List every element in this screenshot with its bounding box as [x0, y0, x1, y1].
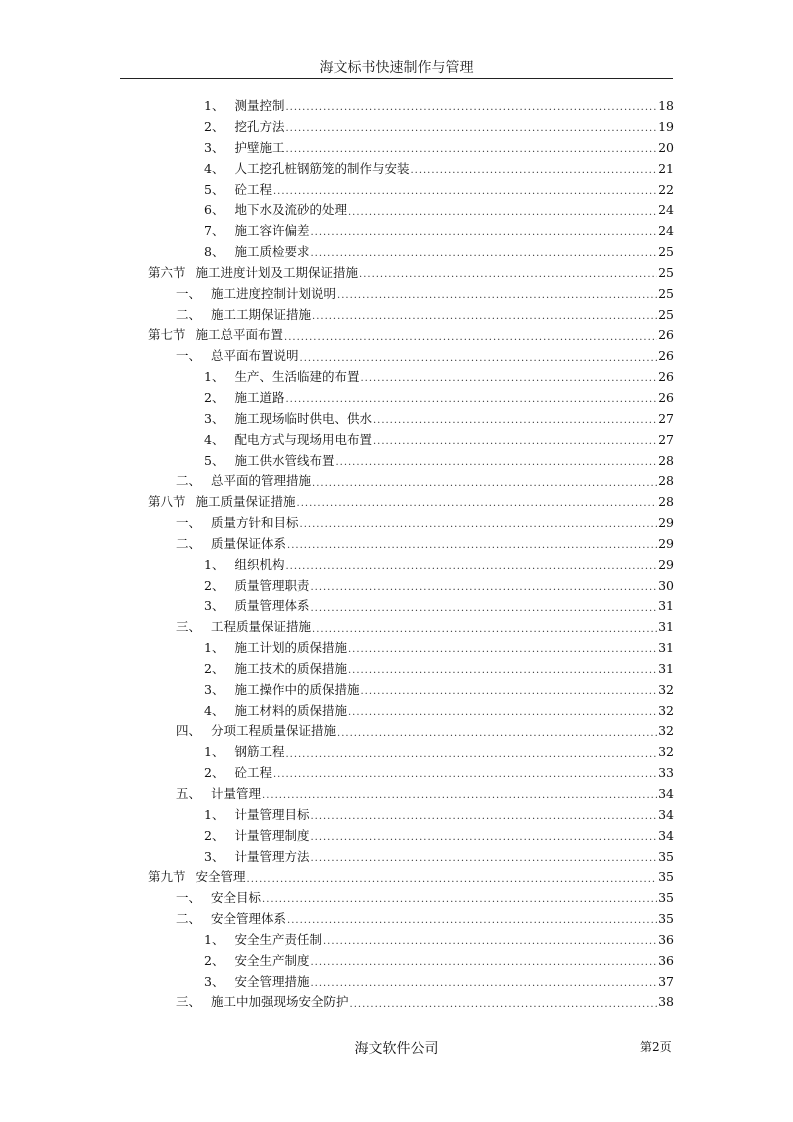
- toc-leader-dots: [310, 958, 657, 968]
- toc-leader-dots: [348, 708, 657, 718]
- toc-entry[interactable]: [148, 284, 674, 305]
- toc-entry-number: 第八节: [148, 494, 186, 510]
- toc-entry-number: 2、: [204, 827, 225, 843]
- toc-entry[interactable]: [148, 159, 674, 180]
- toc-entry[interactable]: [148, 763, 674, 784]
- toc-entry[interactable]: [148, 96, 674, 117]
- toc-entry-page: 26: [658, 389, 674, 405]
- toc-entry-number: 3、: [204, 681, 225, 697]
- toc-entry-page: 35: [658, 890, 674, 906]
- toc-entry-title: 质量方针和目标: [211, 515, 299, 531]
- toc-entry-number: 第六节: [148, 264, 186, 280]
- toc-entry-title: 施工容许偏差: [234, 223, 310, 239]
- toc-entry[interactable]: [148, 242, 674, 263]
- toc-entry-title: 施工质量保证措施: [195, 494, 296, 510]
- toc-entry[interactable]: [148, 951, 674, 972]
- toc-entry-title: 安全管理措施: [234, 973, 310, 989]
- toc-entry-number: 1、: [204, 744, 225, 760]
- toc-leader-dots: [312, 479, 657, 489]
- toc-entry-number: 1、: [204, 931, 225, 947]
- toc-leader-dots: [287, 541, 657, 551]
- toc-entry-page: 29: [658, 535, 674, 551]
- toc-entry[interactable]: [148, 304, 674, 325]
- toc-entry[interactable]: [148, 930, 674, 951]
- toc-entry-title: 测量控制: [234, 98, 285, 114]
- toc-entry-page: 28: [658, 452, 674, 468]
- toc-entry-title: 安全生产制度: [234, 952, 310, 968]
- toc-entry-number: 2、: [204, 577, 225, 593]
- toc-leader-dots: [348, 666, 657, 676]
- toc-leader-dots: [335, 458, 657, 468]
- toc-entry-number: 第九节: [148, 869, 186, 885]
- toc-entry-page: 35: [658, 869, 674, 885]
- toc-leader-dots: [310, 833, 657, 843]
- toc-entry-page: 32: [658, 702, 674, 718]
- toc-entry-title: 安全管理: [195, 869, 246, 885]
- toc-entry[interactable]: [148, 388, 674, 409]
- toc-entry-number: 第七节: [148, 327, 186, 343]
- toc-entry-page: 29: [658, 556, 674, 572]
- toc-entry-page: 31: [658, 619, 674, 635]
- toc-entry[interactable]: [148, 638, 674, 659]
- toc-entry-page: 32: [658, 744, 674, 760]
- toc-entry-title: 生产、生活临建的布置: [234, 369, 360, 385]
- toc-entry-number: 3、: [204, 139, 225, 155]
- toc-entry[interactable]: [148, 826, 674, 847]
- toc-entry-number: 2、: [204, 389, 225, 405]
- toc-entry-number: 8、: [204, 244, 225, 260]
- toc-entry-number: 二、: [176, 535, 202, 551]
- toc-entry-page: 35: [658, 911, 674, 927]
- toc-entry-title: 计量管理目标: [234, 806, 310, 822]
- toc-entry-page: 21: [658, 160, 674, 176]
- toc-leader-dots: [337, 291, 657, 301]
- toc-leader-dots: [262, 791, 657, 801]
- toc-entry-page: 20: [658, 139, 674, 155]
- toc-entry[interactable]: [148, 721, 674, 742]
- toc-leader-dots: [285, 395, 657, 405]
- toc-entry-number: 四、: [176, 723, 202, 739]
- toc-entry-page: 22: [658, 181, 674, 197]
- toc-entry[interactable]: [148, 534, 674, 555]
- toc-entry-title: 安全生产责任制: [234, 931, 322, 947]
- toc-entry-title: 施工总平面布置: [195, 327, 284, 343]
- toc-entry-title: 施工现场临时供电、供水: [234, 410, 372, 426]
- toc-entry-number: 7、: [204, 223, 225, 239]
- toc-entry-title: 组织机构: [234, 556, 285, 572]
- toc-leader-dots: [310, 604, 657, 614]
- toc-leader-dots: [273, 770, 657, 780]
- toc-entry-page: 31: [658, 660, 674, 676]
- toc-entry-page: 26: [658, 327, 674, 343]
- toc-entry-title: 安全管理体系: [211, 911, 287, 927]
- toc-entry-page: 31: [658, 640, 674, 656]
- toc-entry[interactable]: [148, 971, 674, 992]
- toc-entry-number: 2、: [204, 765, 225, 781]
- toc-entry-page: 35: [658, 848, 674, 864]
- toc-entry-title: 施工供水管线布置: [234, 452, 335, 468]
- toc-entry[interactable]: [148, 513, 674, 534]
- table-of-contents: [148, 96, 674, 1013]
- toc-leader-dots: [310, 854, 657, 864]
- toc-entry-title: 施工中加强现场安全防护: [211, 994, 349, 1010]
- toc-entry[interactable]: [148, 992, 674, 1013]
- toc-entry[interactable]: [148, 700, 674, 721]
- toc-entry-number: 3、: [204, 598, 225, 614]
- footer-page-number: 第2页: [640, 1040, 672, 1054]
- toc-leader-dots: [310, 228, 657, 238]
- toc-leader-dots: [285, 750, 657, 760]
- toc-leader-dots: [310, 249, 657, 259]
- toc-entry-number: 三、: [176, 994, 202, 1010]
- toc-entry-page: 25: [658, 306, 674, 322]
- toc-entry-page: 18: [658, 98, 674, 114]
- toc-entry[interactable]: [148, 659, 674, 680]
- toc-entry-title: 工程质量保证措施: [211, 619, 312, 635]
- toc-entry-title: 护壁施工: [234, 139, 285, 155]
- toc-entry-page: 27: [658, 410, 674, 426]
- toc-leader-dots: [359, 270, 657, 280]
- toc-entry[interactable]: [148, 117, 674, 138]
- toc-entry-title: 施工技术的质保措施: [234, 660, 347, 676]
- toc-entry-page: 27: [658, 431, 674, 447]
- toc-entry-title: 安全目标: [211, 890, 262, 906]
- toc-entry[interactable]: [148, 325, 674, 346]
- toc-entry-title: 施工进度计划及工期保证措施: [195, 264, 359, 280]
- toc-entry-page: 25: [658, 285, 674, 301]
- toc-entry-title: 施工计划的质保措施: [234, 640, 347, 656]
- toc-entry-number: 二、: [176, 911, 202, 927]
- toc-entry-title: 总平面布置说明: [211, 348, 299, 364]
- toc-entry-number: 4、: [204, 160, 225, 176]
- toc-entry[interactable]: [148, 492, 674, 513]
- toc-entry-page: 25: [658, 264, 674, 280]
- toc-leader-dots: [310, 583, 657, 593]
- toc-entry-title: 施工进度控制计划说明: [211, 285, 337, 301]
- toc-entry-number: 2、: [204, 660, 225, 676]
- header-divider: [120, 78, 673, 79]
- toc-entry-page: 29: [658, 515, 674, 531]
- toc-entry[interactable]: [148, 450, 674, 471]
- toc-entry-number: 五、: [176, 786, 202, 802]
- toc-leader-dots: [285, 145, 657, 155]
- toc-entry[interactable]: [148, 221, 674, 242]
- toc-entry-number: 1、: [204, 640, 225, 656]
- toc-leader-dots: [287, 916, 657, 926]
- toc-entry[interactable]: [148, 784, 674, 805]
- toc-entry[interactable]: [148, 200, 674, 221]
- toc-entry-page: 33: [658, 765, 674, 781]
- toc-entry-number: 2、: [204, 952, 225, 968]
- toc-entry[interactable]: [148, 575, 674, 596]
- toc-entry[interactable]: [148, 263, 674, 284]
- toc-entry[interactable]: [148, 367, 674, 388]
- toc-entry-page: 25: [658, 244, 674, 260]
- toc-entry-number: 一、: [176, 285, 202, 301]
- toc-entry[interactable]: [148, 805, 674, 826]
- toc-leader-dots: [337, 729, 657, 739]
- toc-entry-title: 施工操作中的质保措施: [234, 681, 360, 697]
- toc-entry-number: 3、: [204, 973, 225, 989]
- toc-entry-page: 36: [658, 952, 674, 968]
- toc-leader-dots: [373, 437, 657, 447]
- toc-entry-page: 28: [658, 494, 674, 510]
- toc-entry-number: 1、: [204, 369, 225, 385]
- toc-entry-title: 计量管理: [211, 786, 262, 802]
- toc-entry-title: 分项工程质量保证措施: [211, 723, 337, 739]
- toc-leader-dots: [312, 312, 657, 322]
- toc-entry[interactable]: [148, 555, 674, 576]
- toc-entry-number: 2、: [204, 119, 225, 135]
- toc-leader-dots: [285, 124, 657, 134]
- toc-entry[interactable]: [148, 680, 674, 701]
- toc-leader-dots: [348, 645, 657, 655]
- toc-entry-title: 施工道路: [234, 389, 285, 405]
- toc-entry[interactable]: [148, 617, 674, 638]
- toc-entry-title: 计量管理制度: [234, 827, 310, 843]
- toc-leader-dots: [285, 562, 657, 572]
- toc-entry[interactable]: [148, 846, 674, 867]
- toc-entry-page: 34: [658, 827, 674, 843]
- toc-entry-number: 4、: [204, 431, 225, 447]
- toc-leader-dots: [273, 187, 657, 197]
- toc-entry-number: 一、: [176, 348, 202, 364]
- toc-leader-dots: [323, 937, 657, 947]
- toc-entry[interactable]: [148, 867, 674, 888]
- toc-entry-title: 计量管理方法: [234, 848, 310, 864]
- toc-entry-number: 一、: [176, 890, 202, 906]
- toc-entry-title: 配电方式与现场用电布置: [234, 431, 372, 447]
- toc-entry-title: 施工工期保证措施: [211, 306, 312, 322]
- toc-leader-dots: [262, 895, 657, 905]
- toc-entry[interactable]: [148, 138, 674, 159]
- toc-entry-number: 1、: [204, 806, 225, 822]
- toc-entry-page: 38: [658, 994, 674, 1010]
- toc-leader-dots: [285, 103, 657, 113]
- toc-entry-page: 31: [658, 598, 674, 614]
- toc-entry[interactable]: [148, 909, 674, 930]
- toc-entry-title: 质量保证体系: [211, 535, 287, 551]
- toc-entry[interactable]: [148, 471, 674, 492]
- toc-entry-page: 37: [658, 973, 674, 989]
- toc-leader-dots: [300, 520, 658, 530]
- toc-entry-number: 一、: [176, 515, 202, 531]
- toc-entry-page: 32: [658, 681, 674, 697]
- toc-entry[interactable]: [148, 430, 674, 451]
- toc-leader-dots: [297, 499, 658, 509]
- toc-entry-title: 砼工程: [234, 765, 272, 781]
- toc-entry-page: 26: [658, 369, 674, 385]
- toc-leader-dots: [350, 1000, 658, 1010]
- toc-entry-number: 二、: [176, 473, 202, 489]
- toc-entry[interactable]: [148, 346, 674, 367]
- toc-leader-dots: [360, 374, 657, 384]
- toc-entry-title: 施工材料的质保措施: [234, 702, 347, 718]
- toc-entry[interactable]: [148, 888, 674, 909]
- toc-entry-number: 4、: [204, 702, 225, 718]
- toc-entry-number: 5、: [204, 452, 225, 468]
- toc-entry-number: 1、: [204, 556, 225, 572]
- toc-leader-dots: [360, 687, 657, 697]
- toc-entry[interactable]: [148, 742, 674, 763]
- toc-leader-dots: [348, 208, 657, 218]
- toc-entry-title: 人工挖孔桩钢筋笼的制作与安装: [234, 160, 410, 176]
- toc-entry[interactable]: [148, 596, 674, 617]
- toc-leader-dots: [300, 354, 658, 364]
- toc-entry-number: 3、: [204, 848, 225, 864]
- toc-leader-dots: [373, 416, 657, 426]
- toc-entry-number: 6、: [204, 202, 225, 218]
- toc-entry-page: 28: [658, 473, 674, 489]
- toc-entry-page: 34: [658, 806, 674, 822]
- toc-leader-dots: [312, 625, 657, 635]
- toc-entry-number: 1、: [204, 98, 225, 114]
- toc-leader-dots: [310, 812, 657, 822]
- toc-entry-title: 地下水及流砂的处理: [234, 202, 347, 218]
- toc-entry-number: 二、: [176, 306, 202, 322]
- toc-entry-page: 30: [658, 577, 674, 593]
- toc-entry-title: 钢筋工程: [234, 744, 285, 760]
- toc-entry-title: 挖孔方法: [234, 119, 285, 135]
- toc-entry-page: 36: [658, 931, 674, 947]
- toc-leader-dots: [410, 166, 657, 176]
- toc-leader-dots: [247, 875, 658, 885]
- toc-entry-page: 34: [658, 786, 674, 802]
- page-header-title: 海文标书快速制作与管理: [319, 60, 474, 76]
- toc-entry-page: 26: [658, 348, 674, 364]
- toc-entry[interactable]: [148, 179, 674, 200]
- footer-company: 海文软件公司: [354, 1041, 439, 1057]
- toc-entry-page: 19: [658, 119, 674, 135]
- toc-entry[interactable]: [148, 409, 674, 430]
- toc-entry-page: 24: [658, 202, 674, 218]
- toc-entry-title: 质量管理体系: [234, 598, 310, 614]
- toc-entry-page: 24: [658, 223, 674, 239]
- toc-entry-title: 施工质检要求: [234, 244, 310, 260]
- toc-entry-title: 砼工程: [234, 181, 272, 197]
- toc-entry-page: 32: [658, 723, 674, 739]
- toc-entry-number: 三、: [176, 619, 202, 635]
- toc-leader-dots: [310, 979, 657, 989]
- toc-entry-title: 总平面的管理措施: [211, 473, 312, 489]
- toc-entry-title: 质量管理职责: [234, 577, 310, 593]
- toc-entry-number: 3、: [204, 410, 225, 426]
- toc-leader-dots: [284, 333, 657, 343]
- toc-entry-number: 5、: [204, 181, 225, 197]
